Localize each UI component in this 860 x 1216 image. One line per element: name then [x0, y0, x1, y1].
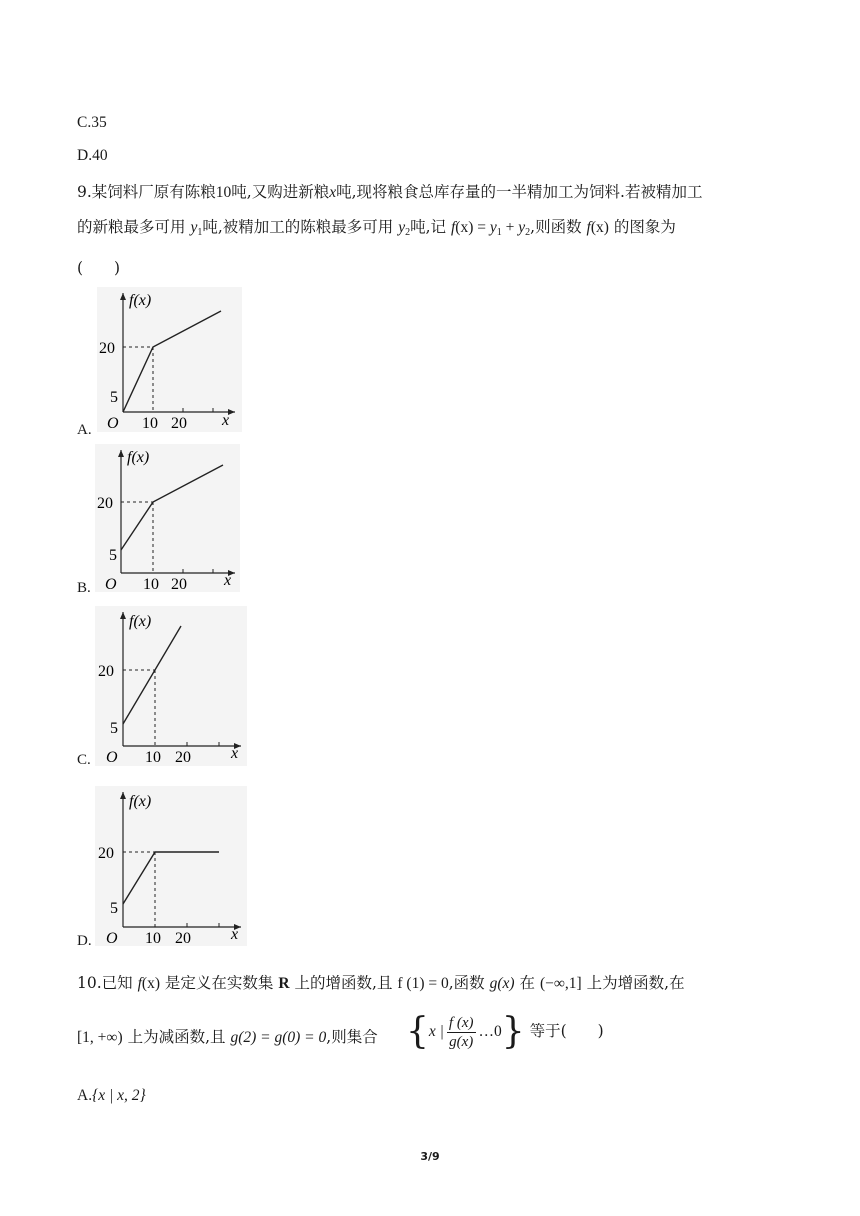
- option-d-letter: D.: [77, 933, 92, 949]
- y-tick-label: 20: [99, 340, 115, 357]
- option-a-set: {x | x, 2}: [92, 1087, 146, 1104]
- q10-interval: [1, +∞): [77, 1029, 123, 1046]
- fraction: [447, 1014, 476, 1051]
- q9-sub: 2: [525, 227, 531, 238]
- q10-text: 上为增函数,在: [586, 974, 685, 992]
- q10-option-a: [77, 1085, 146, 1106]
- q9-text: ,则函数: [530, 218, 582, 236]
- option-c-letter: C.: [77, 752, 91, 768]
- q10-text: ,则集合: [326, 1028, 378, 1046]
- x-tick-label: 20: [171, 576, 187, 592]
- y-axis-label: f(x): [129, 292, 152, 309]
- q9-var-f: f: [586, 219, 591, 236]
- q10-g: g(x): [489, 975, 515, 992]
- graph-b: [95, 444, 240, 596]
- origin-label: O: [106, 930, 118, 946]
- q10-text: 等于( ): [529, 1022, 604, 1040]
- option-b-letter: B.: [77, 580, 91, 596]
- set-inequality: …0: [478, 1023, 502, 1040]
- option-letter: A.: [77, 1087, 93, 1104]
- q10-text: 上为减函数,且: [127, 1028, 226, 1046]
- option-c-prev: C.35: [77, 114, 107, 131]
- origin-label: O: [105, 576, 117, 592]
- x-tick-label: 20: [175, 930, 191, 946]
- q9-text: 9.某饲料厂原有陈粮: [77, 183, 216, 201]
- y-tick-label: 20: [98, 663, 114, 680]
- q10-text: ,函数: [448, 974, 485, 992]
- q9-paren: (x): [590, 219, 609, 236]
- graph-d: [95, 786, 247, 950]
- q9-text: 吨,被精加工的陈粮最多可用: [202, 218, 394, 236]
- y-tick-label: 5: [110, 900, 118, 917]
- q9-line-2: [77, 217, 676, 243]
- q9-var-y2: y: [518, 219, 526, 236]
- q10-interval: (−∞,1]: [539, 975, 582, 992]
- q10-text: 10.已知: [77, 974, 133, 992]
- q9-number: 10: [215, 184, 232, 201]
- q9-var-y1: y: [489, 219, 497, 236]
- origin-label: O: [106, 749, 118, 766]
- q9-answer-blank: ( ): [77, 259, 121, 277]
- q9-text: 的图象为: [613, 218, 676, 236]
- y-tick-label: 5: [110, 389, 118, 406]
- set-expression: [406, 1013, 604, 1051]
- q10-var-f: f: [137, 975, 142, 992]
- x-tick-label: 10: [143, 576, 159, 592]
- x-axis-label: x: [231, 745, 239, 762]
- y-axis-label: f(x): [129, 793, 152, 810]
- q9-plus: +: [501, 219, 519, 236]
- q10-line-1: [77, 973, 685, 994]
- option-a-letter: A.: [77, 422, 92, 438]
- q9-var-y2: y: [398, 219, 406, 236]
- y-tick-label: 5: [110, 720, 118, 737]
- q9-sub: 2: [405, 227, 411, 238]
- y-axis-label: f(x): [129, 613, 152, 630]
- q9-var-x: x: [329, 184, 337, 201]
- x-tick-label: 10: [142, 415, 158, 432]
- option-d-prev: D.40: [77, 147, 108, 164]
- x-tick-label: 20: [175, 749, 191, 766]
- q10-f1: f (1) = 0: [397, 975, 449, 992]
- q9-paren: (x): [455, 219, 474, 236]
- x-tick-label: 10: [145, 749, 161, 766]
- x-tick-label: 20: [171, 415, 187, 432]
- q9-sub: 1: [496, 227, 502, 238]
- x-tick-label: 10: [145, 930, 161, 946]
- x-axis-label: x: [222, 412, 230, 429]
- y-tick-label: 5: [109, 547, 117, 564]
- origin-label: O: [107, 415, 119, 432]
- left-brace-icon: {: [406, 1011, 429, 1052]
- page-number: 3/9: [420, 1150, 440, 1163]
- q9-eq: =: [473, 219, 490, 236]
- q9-text: 吨,现将粮食总库存量的一半精加工为饲料.若被精加工: [336, 183, 703, 201]
- y-tick-label: 20: [98, 845, 114, 862]
- fraction-numerator: f (x): [448, 1014, 474, 1031]
- x-axis-label: x: [231, 926, 239, 943]
- x-axis-label: x: [224, 572, 232, 589]
- q9-sub: 1: [197, 227, 203, 238]
- right-brace-icon: }: [501, 1011, 525, 1052]
- q9-text: 的新粮最多可用: [77, 218, 186, 236]
- y-axis-label: f(x): [127, 449, 150, 466]
- q9-var-f: f: [450, 219, 456, 236]
- q10-paren: (x): [141, 975, 160, 992]
- q9-line-1: [77, 182, 702, 203]
- q10-line-2: [77, 1027, 378, 1048]
- q10-text: 上的增函数,且: [294, 974, 393, 992]
- graph-a: [97, 287, 242, 436]
- q9-text: 吨,记: [410, 218, 447, 236]
- q10-text: 是定义在实数集: [164, 974, 274, 992]
- q10-gcond: g(2) = g(0) = 0: [230, 1029, 327, 1046]
- graph-c: [95, 606, 247, 770]
- q10-real-set: R: [278, 975, 290, 992]
- set-variable: x |: [428, 1023, 444, 1040]
- q10-text: 在: [519, 974, 536, 992]
- fraction-denominator: g(x): [449, 1033, 474, 1050]
- y-tick-label: 20: [97, 495, 113, 512]
- q9-text: 吨,又购进新粮: [231, 183, 330, 201]
- q9-var-y1: y: [190, 219, 198, 236]
